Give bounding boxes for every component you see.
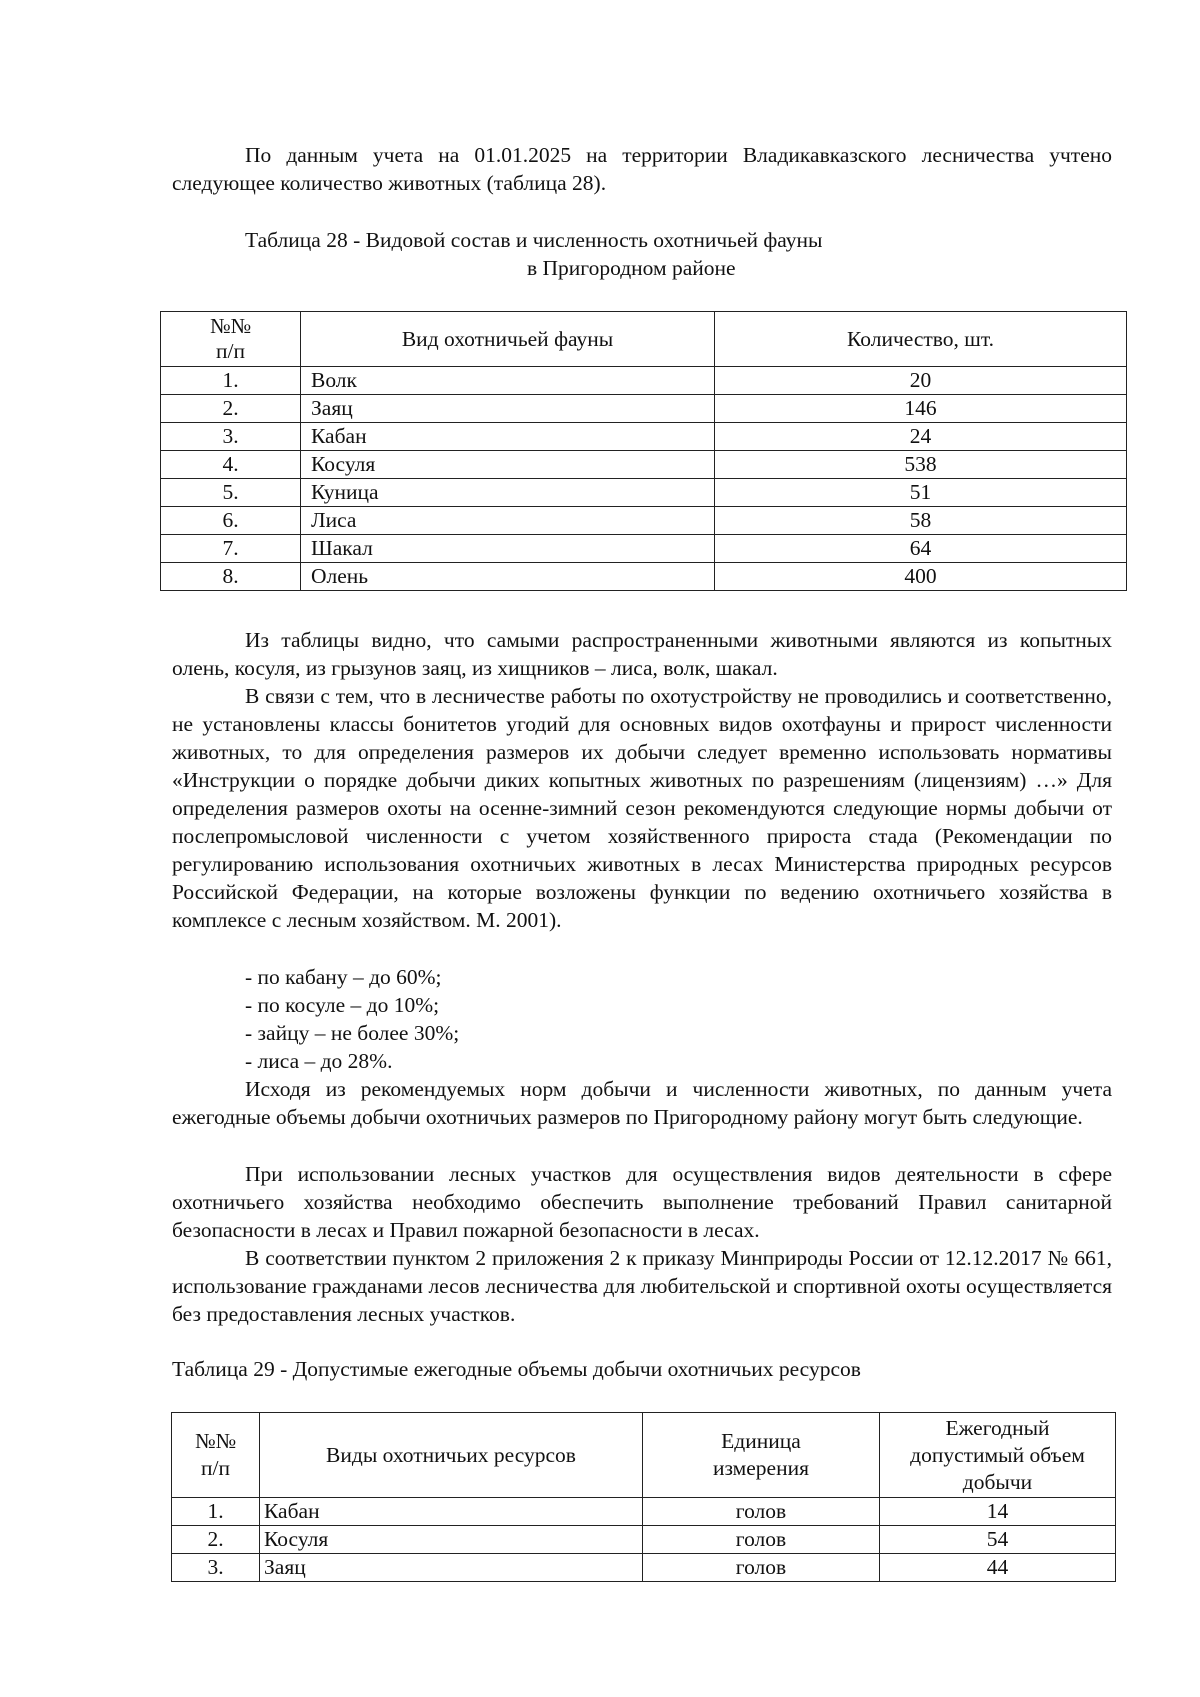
cell-species: Куница <box>301 479 715 507</box>
cell-count: 400 <box>715 563 1127 591</box>
cell-species: Заяц <box>301 395 715 423</box>
cell-number: 1. <box>172 1498 260 1526</box>
cell-species: Лиса <box>301 507 715 535</box>
table-row <box>172 1526 1116 1554</box>
cell-count: 64 <box>715 535 1127 563</box>
norm-item: - по косуле – до 10%; <box>245 993 440 1017</box>
table-header-row <box>172 1413 1116 1498</box>
cell-count: 24 <box>715 423 1127 451</box>
table28-caption: Таблица 28 - Видовой состав и численность охотничьей фауны <box>245 228 823 252</box>
intro-paragraph: По данным учета на 01.01.2025 на территории Владикавказского лесничества учтено следующее количество животных (таблица 28). <box>172 143 1112 195</box>
table-row <box>161 451 1127 479</box>
cell-volume: 44 <box>880 1554 1116 1582</box>
paragraph-order: В соответствии пунктом 2 приложения 2 к приказу Минприроды России от 12.12.2017 № 661, использование гражданами лесов лесничества для любительской и спортивной охоты осуществляется без предоставления лесных участков. <box>172 1246 1112 1326</box>
column-header: Единица измерения <box>643 1413 880 1498</box>
cell-resource: Косуля <box>260 1526 643 1554</box>
cell-count: 146 <box>715 395 1127 423</box>
cell-number: 3. <box>161 423 301 451</box>
norm-item: - лиса – до 28%. <box>245 1049 393 1073</box>
cell-unit: голов <box>643 1498 880 1526</box>
column-header: Вид охотничьей фауны <box>301 312 715 367</box>
table-header-row <box>161 312 1127 367</box>
norm-item: - зайцу – не более 30%; <box>245 1021 460 1045</box>
table28-caption-line2: в Пригородном районе <box>527 256 736 280</box>
cell-volume: 14 <box>880 1498 1116 1526</box>
table-row <box>172 1498 1116 1526</box>
cell-count: 20 <box>715 367 1127 395</box>
cell-volume: 54 <box>880 1526 1116 1554</box>
cell-unit: голов <box>643 1526 880 1554</box>
cell-resource: Заяц <box>260 1554 643 1582</box>
cell-count: 58 <box>715 507 1127 535</box>
cell-species: Олень <box>301 563 715 591</box>
column-header: №№ п/п <box>161 312 301 367</box>
cell-unit: голов <box>643 1554 880 1582</box>
cell-count: 51 <box>715 479 1127 507</box>
table-row <box>161 535 1127 563</box>
paragraph-conclusion: Из таблицы видно, что самыми распространенными животными являются из копытных олень, косуля, из грызунов заяц, из хищников – лиса, волк, шакал. <box>172 628 1112 680</box>
column-header: Виды охотничьих ресурсов <box>260 1413 643 1498</box>
cell-species: Косуля <box>301 451 715 479</box>
norm-item: - по кабану – до 60%; <box>245 965 442 989</box>
paragraph-norms-intro: В связи с тем, что в лесничестве работы по охотустройству не проводились и соответственно, не установлены классы бонитетов угодий для основных видов охотфауны и прирост численности животных, то для определения размеров их добычи следует временно использовать нормативы «Инструкции о порядке добычи диких копытных животных по разрешениям (лицензиям) …» Для определения размеров охоты на осенне-зимний сезон рекомендуются следующие нормы добычи от послепромысловой численности с учетом хозяйственного прироста стада (Рекомендации по регулированию использования охотничьих животных в лесах Министерства природных ресурсов Российской Федерации, на которые возложены функции по ведению охотничьего хозяйства в комплексе с лесным хозяйством. М. 2001). <box>172 684 1112 932</box>
cell-count: 538 <box>715 451 1127 479</box>
table-row <box>161 479 1127 507</box>
cell-number: 3. <box>172 1554 260 1582</box>
paragraph-volumes: Исходя из рекомендуемых норм добычи и численности животных, по данным учета ежегодные объемы добычи охотничьих размеров по Пригородному району могут быть следующие. <box>172 1077 1112 1129</box>
cell-species: Кабан <box>301 423 715 451</box>
column-header: Количество, шт. <box>715 312 1127 367</box>
cell-number: 2. <box>161 395 301 423</box>
cell-number: 1. <box>161 367 301 395</box>
table-row <box>161 423 1127 451</box>
cell-number: 2. <box>172 1526 260 1554</box>
cell-number: 7. <box>161 535 301 563</box>
table-row <box>161 563 1127 591</box>
cell-number: 6. <box>161 507 301 535</box>
cell-number: 8. <box>161 563 301 591</box>
table-row <box>161 395 1127 423</box>
paragraph-requirements: При использовании лесных участков для осуществления видов деятельности в сфере охотничьего хозяйства необходимо обеспечить выполнение требований Правил санитарной безопасности в лесах и Правил пожарной безопасности в лесах. <box>172 1162 1112 1242</box>
column-header: №№ п/п <box>172 1413 260 1498</box>
table-row <box>161 507 1127 535</box>
table29 <box>171 1412 1116 1582</box>
table-row <box>172 1554 1116 1582</box>
column-header: Ежегодный допустимый объем добычи <box>880 1413 1116 1498</box>
table-row <box>161 367 1127 395</box>
cell-number: 4. <box>161 451 301 479</box>
cell-resource: Кабан <box>260 1498 643 1526</box>
cell-species: Волк <box>301 367 715 395</box>
table28 <box>160 311 1127 591</box>
cell-number: 5. <box>161 479 301 507</box>
cell-species: Шакал <box>301 535 715 563</box>
table29-caption: Таблица 29 - Допустимые ежегодные объемы добычи охотничьих ресурсов <box>172 1357 861 1381</box>
